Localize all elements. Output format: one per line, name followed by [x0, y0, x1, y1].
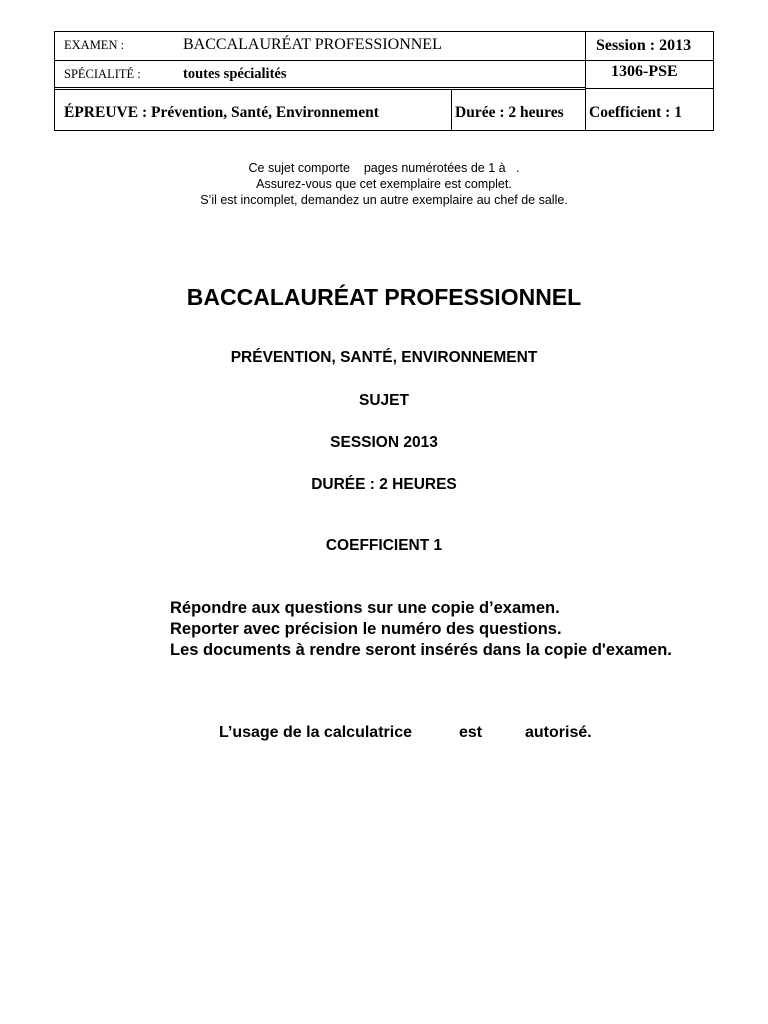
- calculator-text-part2: est: [459, 724, 483, 741]
- instruction-line: Répondre aux questions sur une copie d’examen.: [170, 599, 560, 617]
- calculator-text-part1: L’usage de la calculatrice: [219, 724, 412, 741]
- document-title: BACCALAURÉAT PROFESSIONNEL: [186, 284, 582, 310]
- coefficient-label: COEFFICIENT 1: [325, 537, 443, 554]
- coefficient-value: Coefficient : 1: [589, 104, 682, 121]
- specialite-label: SPÉCIALITÉ :: [64, 67, 141, 81]
- session-value: Session : 2013: [596, 37, 692, 54]
- examen-value: BACCALAURÉAT PROFESSIONNEL: [183, 36, 442, 53]
- notice-line-1: Ce sujet comporte pages numérotées de 1 à .: [248, 161, 520, 175]
- calculator-text-part3: autorisé.: [525, 724, 592, 741]
- sujet-label: SUJET: [359, 392, 409, 409]
- instructions-block: [170, 598, 672, 661]
- instruction-line: Reporter avec précision le numéro des questions.: [170, 620, 562, 638]
- examen-label: EXAMEN :: [64, 38, 125, 52]
- instruction-line: Les documents à rendre seront insérés dans la copie d'examen.: [170, 641, 672, 659]
- session-label: SESSION 2013: [330, 434, 438, 451]
- notice-line-2: Assurez-vous que cet exemplaire est complet.: [256, 177, 512, 191]
- notice-line-3: S’il est incomplet, demandez un autre exemplaire au chef de salle.: [200, 193, 568, 207]
- specialite-value: toutes spécialités: [183, 66, 287, 82]
- subject-title: PRÉVENTION, SANTÉ, ENVIRONNEMENT: [230, 349, 538, 366]
- exam-header-table: [54, 31, 714, 131]
- exam-code: 1306-PSE: [611, 63, 678, 80]
- page-count-notice: [0, 160, 768, 208]
- duree-value: Durée : 2 heures: [455, 104, 564, 121]
- duration-label: DURÉE : 2 HEURES: [311, 476, 457, 493]
- epreuve-value: ÉPREUVE : Prévention, Santé, Environnement: [64, 104, 379, 121]
